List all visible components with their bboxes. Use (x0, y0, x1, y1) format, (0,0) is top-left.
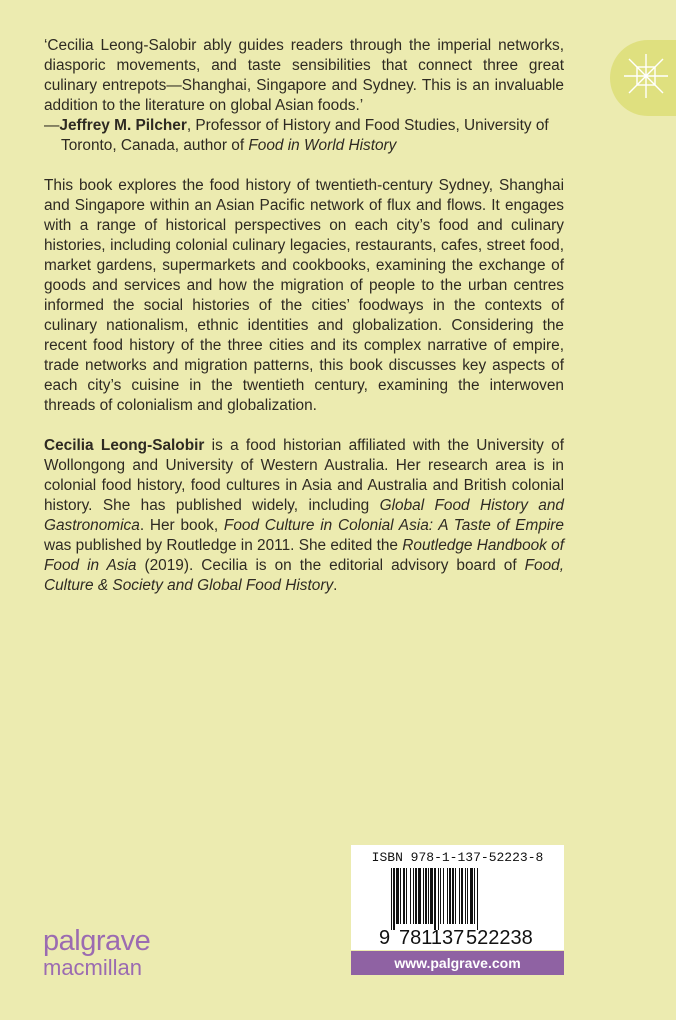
series-logo-badge (610, 40, 676, 116)
barcode-bar (467, 868, 468, 924)
barcode-block (351, 845, 564, 975)
bio-text-4: (2019). Cecilia is on the editorial advisory board of (136, 557, 525, 574)
star-pattern-icon (624, 54, 668, 98)
barcode-bar (428, 868, 429, 924)
barcode-bar (477, 868, 478, 930)
attribution-dash: — (44, 117, 60, 134)
bio-title-4: Food, Culture & Society and Global Food History (44, 557, 564, 594)
endorsement-quote: ‘Cecilia Leong-Salobir ably guides readers through the imperial networks, diasporic movements, and taste sensibilities that connect three great culinary entrepots—Shanghai, Singapore and Sydney. This is an invaluable addition to the literature on global Asian foods.’ (44, 37, 564, 114)
barcode-bar (391, 868, 392, 930)
barcode-bar (400, 868, 401, 924)
barcode-digit-lead: 9 (379, 927, 391, 949)
endorser-name: Jeffrey M. Pilcher (59, 117, 187, 134)
author-bio (44, 436, 564, 596)
author-name: Cecilia Leong-Salobir (44, 437, 205, 454)
bio-text-5: . (333, 577, 338, 594)
isbn-label: ISBN 978-1-137-52223-8 (371, 850, 544, 865)
barcode-bar (438, 868, 439, 930)
publisher-url: www.palgrave.com (351, 951, 564, 975)
barcode-bar (452, 868, 454, 924)
barcode-bar (418, 868, 421, 924)
endorser-role-cont: Toronto, Canada, author of (61, 137, 249, 154)
barcode-bar (474, 868, 475, 924)
barcode-bar (434, 868, 436, 930)
publisher-logo (43, 926, 150, 980)
barcode-bar (459, 868, 460, 924)
bio-title-3: Routledge Handbook of Food in Asia (44, 537, 564, 574)
barcode-bar (410, 868, 411, 924)
bio-title-1: Global Food History and Gastronomica (44, 497, 564, 534)
barcode-bars (391, 868, 529, 930)
endorser-role: , Professor of History and Food Studies, University of (186, 117, 549, 134)
barcode-bar (470, 868, 473, 924)
barcode-bar (447, 868, 448, 924)
barcode-bar (406, 868, 407, 924)
barcode-bar (415, 868, 417, 924)
barcode-digits-left: 781137 (399, 927, 465, 949)
barcode-bar (449, 868, 451, 924)
barcode-bar (461, 868, 463, 924)
barcode-bar (440, 868, 441, 924)
barcode-bar (465, 868, 466, 924)
barcode-bar (443, 868, 444, 924)
barcode-bar (423, 868, 424, 924)
barcode-panel (351, 845, 564, 950)
bio-title-2: Food Culture in Colonial Asia: A Taste of Empire (223, 517, 564, 534)
publisher-name-line1: palgrave (43, 925, 151, 957)
barcode-bar (425, 868, 427, 924)
bio-text-1: is a food historian affiliated with the University of Wollongong and University of Western Australia. Her research area is in colonial food history, food cultures in Asia and Australia and British colonial history. She has published widely, including (44, 437, 564, 514)
barcode-bar (413, 868, 414, 924)
barcode-bar (430, 868, 433, 924)
bio-text-2: . Her book, (139, 517, 224, 534)
barcode-digits-right: 522238 (466, 927, 533, 949)
barcode-bar (455, 868, 456, 924)
book-description: This book explores the food history of twentieth-century Sydney, Shanghai and Singapore within an Asian Pacific network of flux and flows. It engages with a range of historical perspectives on each city’s food and culinary histories, including colonial culinary legacies, restaurants, cafes, street food, market gardens, supermarkets and cookbooks, examining the exchange of goods and services and how the migration of people to the urban centres informed the social histories of the cities’ foodways in the contexts of culinary nationalism, ethnic identities and globalization. Considering the recent food history of the three cities and its complex narrative of empire, trade networks and migration patterns, this book discusses key aspects of each city’s cuisine in the twentieth century, examining the interwoven threads of colonialism and globalization. (44, 177, 564, 414)
endorsement-attribution (44, 116, 564, 156)
barcode-bar (403, 868, 405, 924)
endorser-book-title: Food in World History (248, 137, 397, 154)
publisher-name-line2: macmillan (43, 955, 143, 980)
barcode-bar (393, 868, 395, 930)
barcode-bar (396, 868, 399, 924)
back-cover-text (44, 36, 564, 596)
bio-text-3: was published by Routledge in 2011. She edited the (44, 537, 403, 554)
